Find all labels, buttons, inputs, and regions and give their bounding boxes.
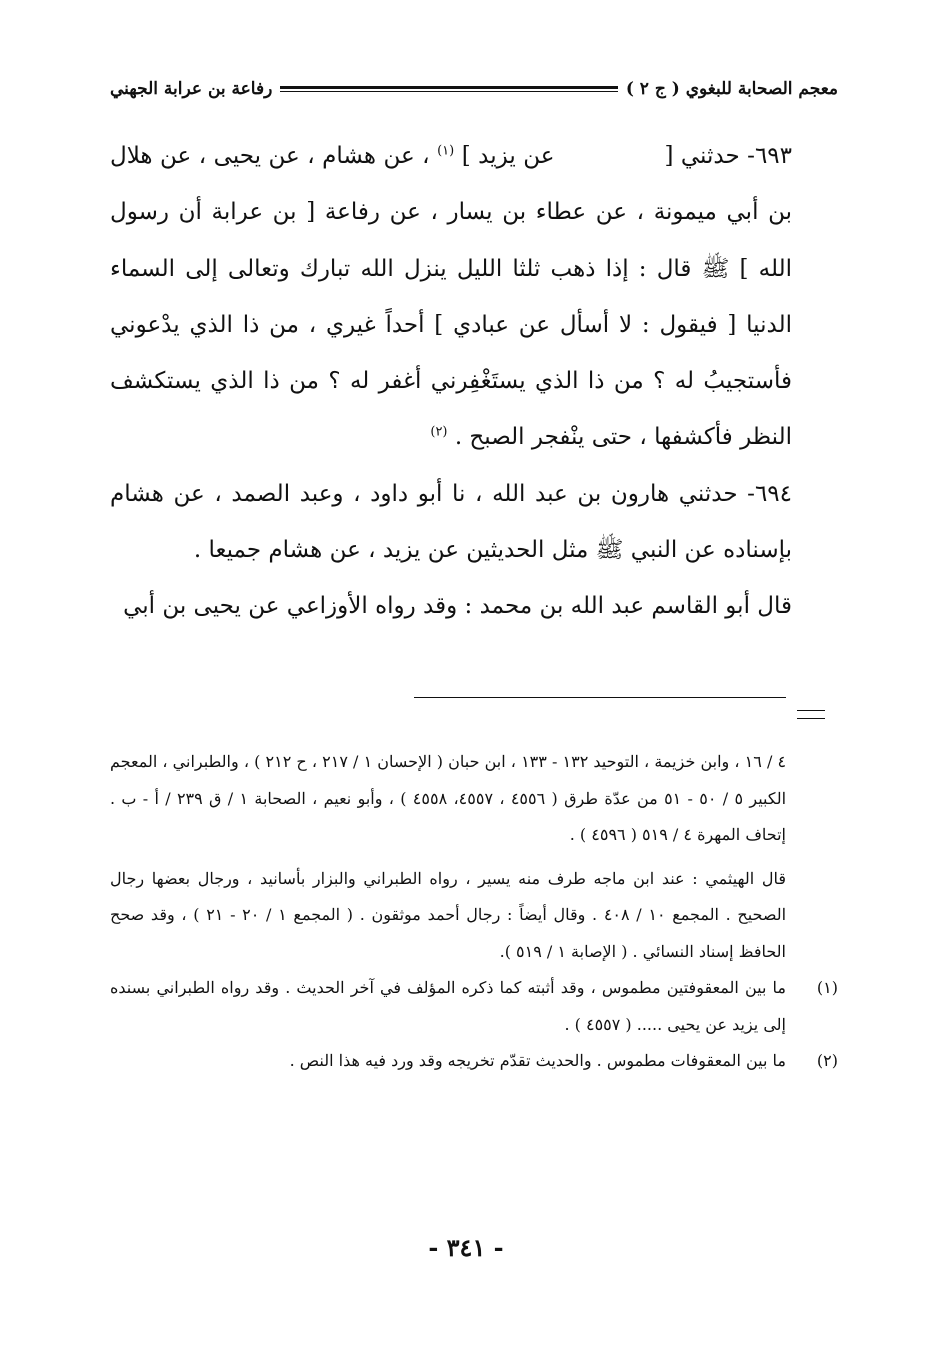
footnote-continued-1: ٤ / ١٦ ، وابن خزيمة ، التوحيد ١٣٢ - ١٣٣ ، ابن حبان ( الإحسان ١ / ٢١٧ ، ح ٢١٢ ) ، والطبراني ، المعجم الكبير ٥ / ٥٠ - ٥١ من عدّة طرق ( ٤٥٥٦ ، ٤٥٥٧، ٤٥٥٨ ) ، وأبو نعيم ، الصحابة ١ / ق ٢٣٩ / أ - ب . إتحاف المهرة ٤ / ٥١٩ ( ٤٥٩٦ ) . — [110, 752, 787, 844]
footnote-1 — [110, 970, 838, 1043]
footnote-ref-1: (١) — [437, 143, 455, 159]
running-header — [110, 70, 838, 108]
footnote-continuation-mark — [797, 710, 825, 719]
book-title: معجم الصحابة للبغوي ( ج ٢ ) — [625, 79, 838, 99]
hadith-693-narrator: عن يزيد ] — [461, 143, 555, 169]
page-number: - ٣٤١ - — [428, 1233, 504, 1262]
footnote-2-text: ما بين المعقوفات مطموس . والحديث تقدّم تخريجه وقد ورد فيه هذا النص . — [289, 1051, 786, 1070]
hadith-693 — [110, 128, 838, 466]
footnote-continued-2: قال الهيثمي : عند ابن ماجه طرف منه يسير ، رواه الطبراني والبزار بأسانيد ، ورجال بعضها رجال الصحيح . المجمع ١٠ / ٤٠٨ . وقال أيضاً : رجال أحمد موثقون . ( المجمع ١ / ٢٠ - ٢١ ) ، وقد صحح الحافظ إسناد النسائي . ( الإصابة ١ / ٥١٩ ). — [110, 868, 787, 961]
header-rule — [280, 86, 618, 92]
hadith-693-opening: ٦٩٣- حدثني [ — [664, 143, 792, 169]
footnotes — [110, 744, 838, 1080]
hadith-693-text: ، عن هشام ، عن يحيى ، عن هلال بن أبي ميمونة ، عن عطاء بن يسار ، عن رفاعة [ بن عرابة أن رسول الله ] ﷺ قال : إذا ذهب ثلثا الليل ينزل الله تبارك وتعالى إلى السماء الدنيا [ فيقول : لا أسأل عن عبادي ] أحداً غيري ، من ذا الذي يدْعوني فأستجيبُ له ؟ من ذا الذي يستَغْفِرني أغفر له ؟ من ذا الذي يستكشف النظر فأكشفها ، حتى ينْفجر الصبح . — [110, 143, 792, 451]
footnote-2 — [110, 1043, 838, 1080]
main-text — [110, 128, 838, 635]
footnote-1-number: (١) — [816, 978, 838, 997]
chapter-title: رفاعة بن عرابة الجهني — [110, 79, 273, 99]
closing-line: قال أبو القاسم عبد الله بن محمد : وقد رواه الأوزاعي عن يحيى بن أبي — [123, 593, 792, 620]
footnote-2-number: (٢) — [816, 1051, 838, 1070]
hadith-694: ٦٩٤- حدثني هارون بن عبد الله ، نا أبو داود ، وعبد الصمد ، عن هشام بإسناده عن النبي ﷺ مثل الحديثين عن يزيد ، عن هشام جميعا . — [110, 480, 792, 564]
footnote-ref-2: (٢) — [430, 424, 448, 440]
footnote-1-text: ما بين المعقوفتين مطموس ، وقد أثبته كما ذكره المؤلف في آخر الحديث . وقد رواه الطبراني بسنده إلى يزيد عن يحيى ..... ( ٤٥٥٧ ) . — [110, 978, 786, 1034]
footnote-separator — [414, 697, 786, 698]
